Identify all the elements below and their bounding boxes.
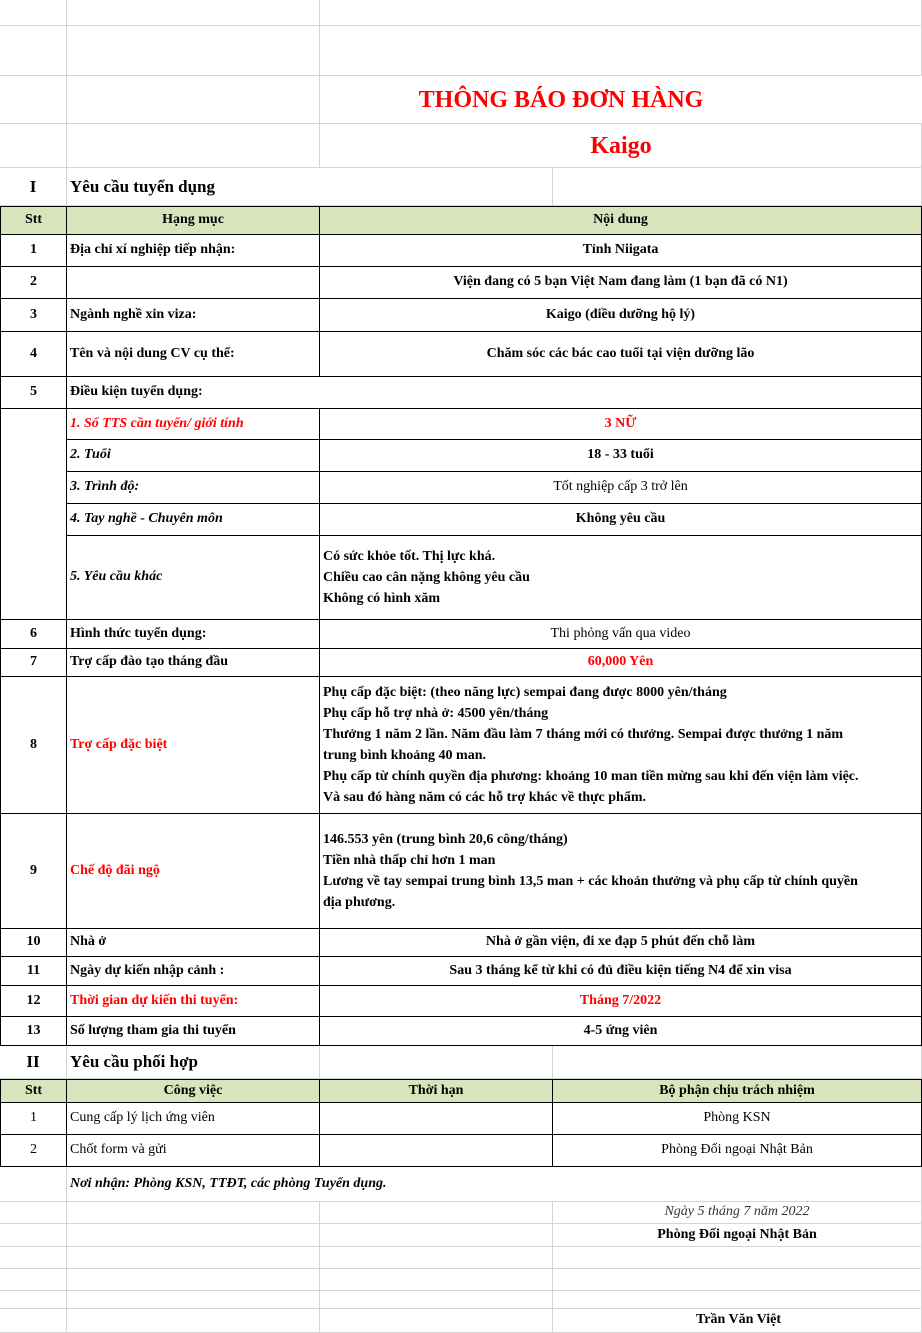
header-content: Nội dung	[320, 206, 922, 235]
section-number: II	[0, 1046, 67, 1079]
header-item: Hạng mục	[67, 206, 320, 235]
signer-dept-row	[0, 1224, 922, 1247]
empty-row	[0, 1291, 922, 1309]
empty-row	[0, 26, 922, 76]
table-row: 10 Nhà ở Nhà ở gần viện, đi xe đạp 5 phút đến chỗ làm	[0, 929, 922, 957]
page-subtitle: Kaigo	[590, 132, 652, 159]
table-row: 8 Trợ cấp đặc biệt Phụ cấp đặc biệt: (theo năng lực) sempai đang được 8000 yên/tháng Phụ cấp hỗ trợ nhà ở: 4500 yên/tháng Thưởng 1 năm 2 lần. Năm đầu làm 7 tháng mới có thưởng. Sempai được thưởng 1 năm trung bình khoảng 40 man. Phụ cấp từ chính quyền địa phương: khoảng 10 man tiền mừng sau khi đến viện làm việc. Và sau đó hàng năm có các hỗ trợ khác về thực phẩm.	[0, 677, 922, 814]
table-row: 3 Ngành nghề xin viza: Kaigo (điều dưỡng hộ lý)	[0, 299, 922, 332]
signer-name-row	[0, 1309, 922, 1333]
section-2-row	[0, 1046, 922, 1079]
date: Ngày 5 tháng 7 năm 2022	[553, 1202, 922, 1224]
title-row	[0, 76, 922, 124]
subtitle-row	[0, 124, 922, 168]
table-row: 6 Hình thức tuyển dụng: Thi phỏng vấn qua video	[0, 620, 922, 649]
table-row: 2 Chốt form và gửi Phòng Đối ngoại Nhật Bản	[0, 1135, 922, 1167]
table-row: 1 Cung cấp lý lịch ứng viên Phòng KSN	[0, 1103, 922, 1135]
table-row: 4 Tên và nội dung CV cụ thể: Chăm sóc các bác cao tuổi tại viện dưỡng lão	[0, 332, 922, 377]
signer-dept: Phòng Đối ngoại Nhật Bản	[553, 1224, 922, 1247]
condition-row: 5. Yêu cầu khác Có sức khỏe tốt. Thị lực khá. Chiều cao cân nặng không yêu cầu Không có hình xăm	[0, 536, 922, 620]
date-row	[0, 1202, 922, 1224]
condition-row: 3. Trình độ: Tốt nghiệp cấp 3 trở lên	[0, 472, 922, 504]
table-row: 1 Địa chỉ xí nghiệp tiếp nhận: Tỉnh Niigata	[0, 235, 922, 267]
condition-row: 2. Tuổi 18 - 33 tuổi	[0, 440, 922, 472]
table-header	[0, 206, 922, 235]
empty-row	[0, 1247, 922, 1269]
condition-row: 1. Số TTS cần tuyển/ giới tính 3 NỮ	[0, 409, 922, 440]
table-row: 13 Số lượng tham gia thi tuyển 4-5 ứng viên	[0, 1017, 922, 1046]
empty-row	[0, 1269, 922, 1291]
empty-row	[0, 0, 922, 26]
table-row: 9 Chế độ đãi ngộ 146.553 yên (trung bình 20,6 công/tháng) Tiền nhà thấp chỉ hơn 1 man Lương về tay sempai trung bình 13,5 man + các khoản thưởng và phụ cấp từ chính quyền địa phương.	[0, 814, 922, 929]
page-title: THÔNG BÁO ĐƠN HÀNG	[418, 86, 704, 113]
table-row: 12 Thời gian dự kiến thi tuyển: Tháng 7/2022	[0, 986, 922, 1017]
table-header: Stt Công việc Thời hạn Bộ phận chịu trách nhiệm	[0, 1079, 922, 1103]
section-title: Yêu cầu tuyển dụng	[67, 168, 553, 206]
recipients-row	[0, 1167, 922, 1202]
header-stt: Stt	[0, 206, 67, 235]
section-1-row	[0, 168, 922, 206]
section-number: I	[0, 168, 67, 206]
table-row: 2 Viện đang có 5 bạn Việt Nam đang làm (1 bạn đã có N1)	[0, 267, 922, 299]
condition-row: 4. Tay nghề - Chuyên môn Không yêu cầu	[0, 504, 922, 536]
table-row: 7 Trợ cấp đào tạo tháng đầu 60,000 Yên	[0, 649, 922, 677]
section-title: Yêu cầu phối hợp	[67, 1046, 320, 1079]
signer-name: Trần Văn Việt	[553, 1309, 922, 1333]
recipients: Nơi nhận: Phòng KSN, TTĐT, các phòng Tuyển dụng.	[67, 1167, 922, 1202]
table-row: 11 Ngày dự kiến nhập cảnh : Sau 3 tháng kể từ khi có đủ điều kiện tiếng N4 để xin visa	[0, 957, 922, 986]
table-row: 5 Điều kiện tuyển dụng:	[0, 377, 922, 409]
